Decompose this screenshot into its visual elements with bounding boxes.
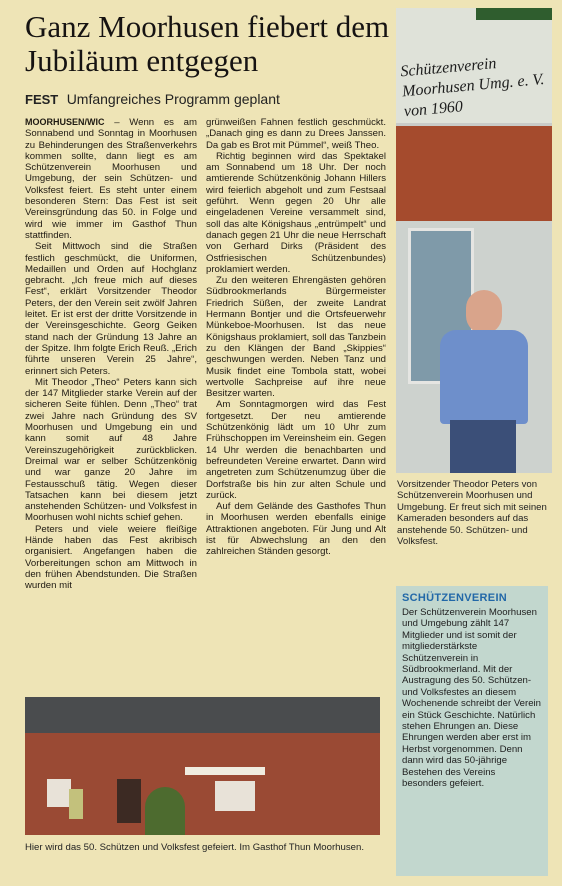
info-box: [396, 586, 548, 876]
brick-facade: [25, 733, 380, 835]
notice-board: [69, 789, 83, 819]
caption-chairman: Vorsitzender Theodor Peters von Schützenverein Moorhusen und Umgebung. Er freut sich mit seinen Kameraden besonders auf das anstehende 50. Schützen- und Volksfest.: [397, 479, 547, 548]
paragraph: Am Sonntagmorgen wird das Fest fortgesetzt. Der neu amtierende Schützenkönig lädt um 10 Uhr zum Frühschoppen im Vereinsheim ein. Gegen 14 Uhr werden die benachbarten und befreundeten Vereine erwartet. Dann wird angetreten zum Schützenumzug über die Dorfstraße bis hin zur alten Schule und zurück.: [206, 399, 386, 501]
club-sign: [396, 8, 552, 123]
club-sign-text: Schützenverein Moorhusen Umg. e. V. von 1960: [399, 55, 545, 121]
paragraph: Auf dem Gelände des Gasthofes Thun in Moorhusen werden ebenfalls einige Attraktionen angeboten. Für Jung und Alt ist für Abwechslung an den den zahlreichen Ständen gesorgt.: [206, 501, 386, 558]
brick-wall: [396, 126, 552, 221]
paragraph: Zu den weiteren Ehrengästen gehören Südbrookmerlands Bürgermeister Friedrich Süßen, der zweite Landrat Hermann Bontjer und die Ortsfeuerwehr Münkeboe-Moorhusen. Ist das neue Königshaus proklamiert, soll das Tanzbein zu den Klängen der Band „Skippies“ geschwungen werden. Neben Tanz und Musik findet eine Tombola statt, wobei wertvolle Sachpreise auf ihre neue Besitzer warten.: [206, 275, 386, 400]
window: [215, 781, 255, 811]
paragraph: Seit Mittwoch sind die Straßen festlich geschmückt, die Uniformen, Medaillen und Orden auf Hochglanz gebracht. „Ich freue mich auf dieses Fest“, erklärt Vorsitzender Theodor Peters, der den Verein seit zwölf Jahren leitet. Er ist erst der dritte Vorsitzende in der Vereinsgeschichte. Georg Geiken stand nach der Gründung 13 Jahre an der Spitze. Ihm folgte Erich Reuß. „Erich führte unseren Verein 25 Jahre“, erinnert sich Peters.: [25, 241, 197, 377]
caption-gasthof: Hier wird das 50. Schützen und Volksfest gefeiert. Im Gasthof Thun Moorhusen.: [25, 842, 364, 853]
photo-gasthof: [25, 697, 380, 835]
kicker-subtitle: Umfangreiches Programm geplant: [66, 91, 280, 107]
article-column-1: [25, 117, 197, 591]
kicker-tag: FEST: [25, 92, 59, 107]
article-column-2: [206, 117, 386, 558]
dateline: MOORHUSEN/WIC: [25, 117, 105, 127]
paragraph: Peters und viele weiere fleißige Hände haben das Fest akribisch organisiert. Angefangen haben die Vorbereitungen schon am Mittwoch in den frühen Abendstunden. Die Straßen wurden mit: [25, 523, 197, 592]
paragraph: Mit Theodor „Theo“ Peters kann sich der 147 Mitglieder starke Verein auf der sicheren Seite fühlen. Denn „Theo“ trat zwei Jahre nach Gründung des SV Moorhusen und Umgebung ein und kann somit auf 48 Jahre Vereinszugehörigkeit zurückblicken. Dreimal war er selber Schützenkönig und war ganze 20 Jahre im Festausschuß tätig. Wegen dieser Tatsachen kann bei diesem jetzt anstehenden Schützen- und Volksfest in Moorhusen wohl nichts schief gehen.: [25, 376, 197, 524]
person-jeans: [450, 420, 516, 473]
person-head: [466, 290, 502, 334]
photo-chairman: [396, 8, 552, 473]
roof: [25, 697, 380, 733]
bush: [145, 787, 185, 835]
info-box-title: SCHÜTZENVEREIN: [402, 592, 508, 604]
paragraph: Richtig beginnen wird das Spektakel am Sonnabend um 18 Uhr. Der noch amtierende Schützenkönig Johann Hillers wird feierlich abgeholt und zum Festsaal geführt. Wenn gegen 20 Uhr alle eingeladenen Vereine versammelt sind, soll das alte Königshaus „entrümpelt“ und danach gegen 21 Uhr die neue Herrschaft von Gerhard Dirks (Präsident des Ostfriesischen Schützenbundes) proklamiert werden.: [206, 150, 386, 275]
roof: [476, 8, 552, 20]
headline: Ganz Moorhusen fiebert dem Jubiläum entgegen: [25, 9, 390, 78]
inn-sign: [185, 767, 265, 775]
person-figure: [438, 290, 528, 473]
paragraph: grünweißen Fahnen festlich geschmückt. „Danach ging es dann zu Drees Janssen. Da gab es Brot mit Pümmel“, weiß Theo.: [206, 117, 386, 151]
info-box-text: Der Schützenverein Moorhusen und Umgebung zählt 147 Mitglieder und ist somit der mitgliederstärkste Schützenverein in Südbrookmerland. Mit der Austragung des 50. Schützen- und Volksfestes an diesem Wochenende schreibt der Verein ein Stück Geschichte. Natürlich stehen Ehrungen an. Diese Ehrungen werden aber erst im Herbst vorgenommen. Denn dann wird das 50-jährige Bestehen des Vereins besonders gefeiert.: [402, 607, 542, 790]
kicker: [25, 91, 390, 108]
door: [117, 779, 141, 823]
paragraph: – Wenn es am Sonnabend und Sonntag in Moorhusen zu Behinderungen des Straßenverkehrs kommen sollte, dann liegt es am Schützenverein Moorhusen und Umgebung, der sein Schützen- und Volksfest feiert. Es steht unter einem besonderen Stern: Das Fest ist seit Vereinsgründung das 50. in Folge und wird wie immer im Gasthof Thun stattfinden.: [25, 117, 197, 241]
window: [47, 779, 71, 807]
person-shirt: [440, 330, 528, 424]
